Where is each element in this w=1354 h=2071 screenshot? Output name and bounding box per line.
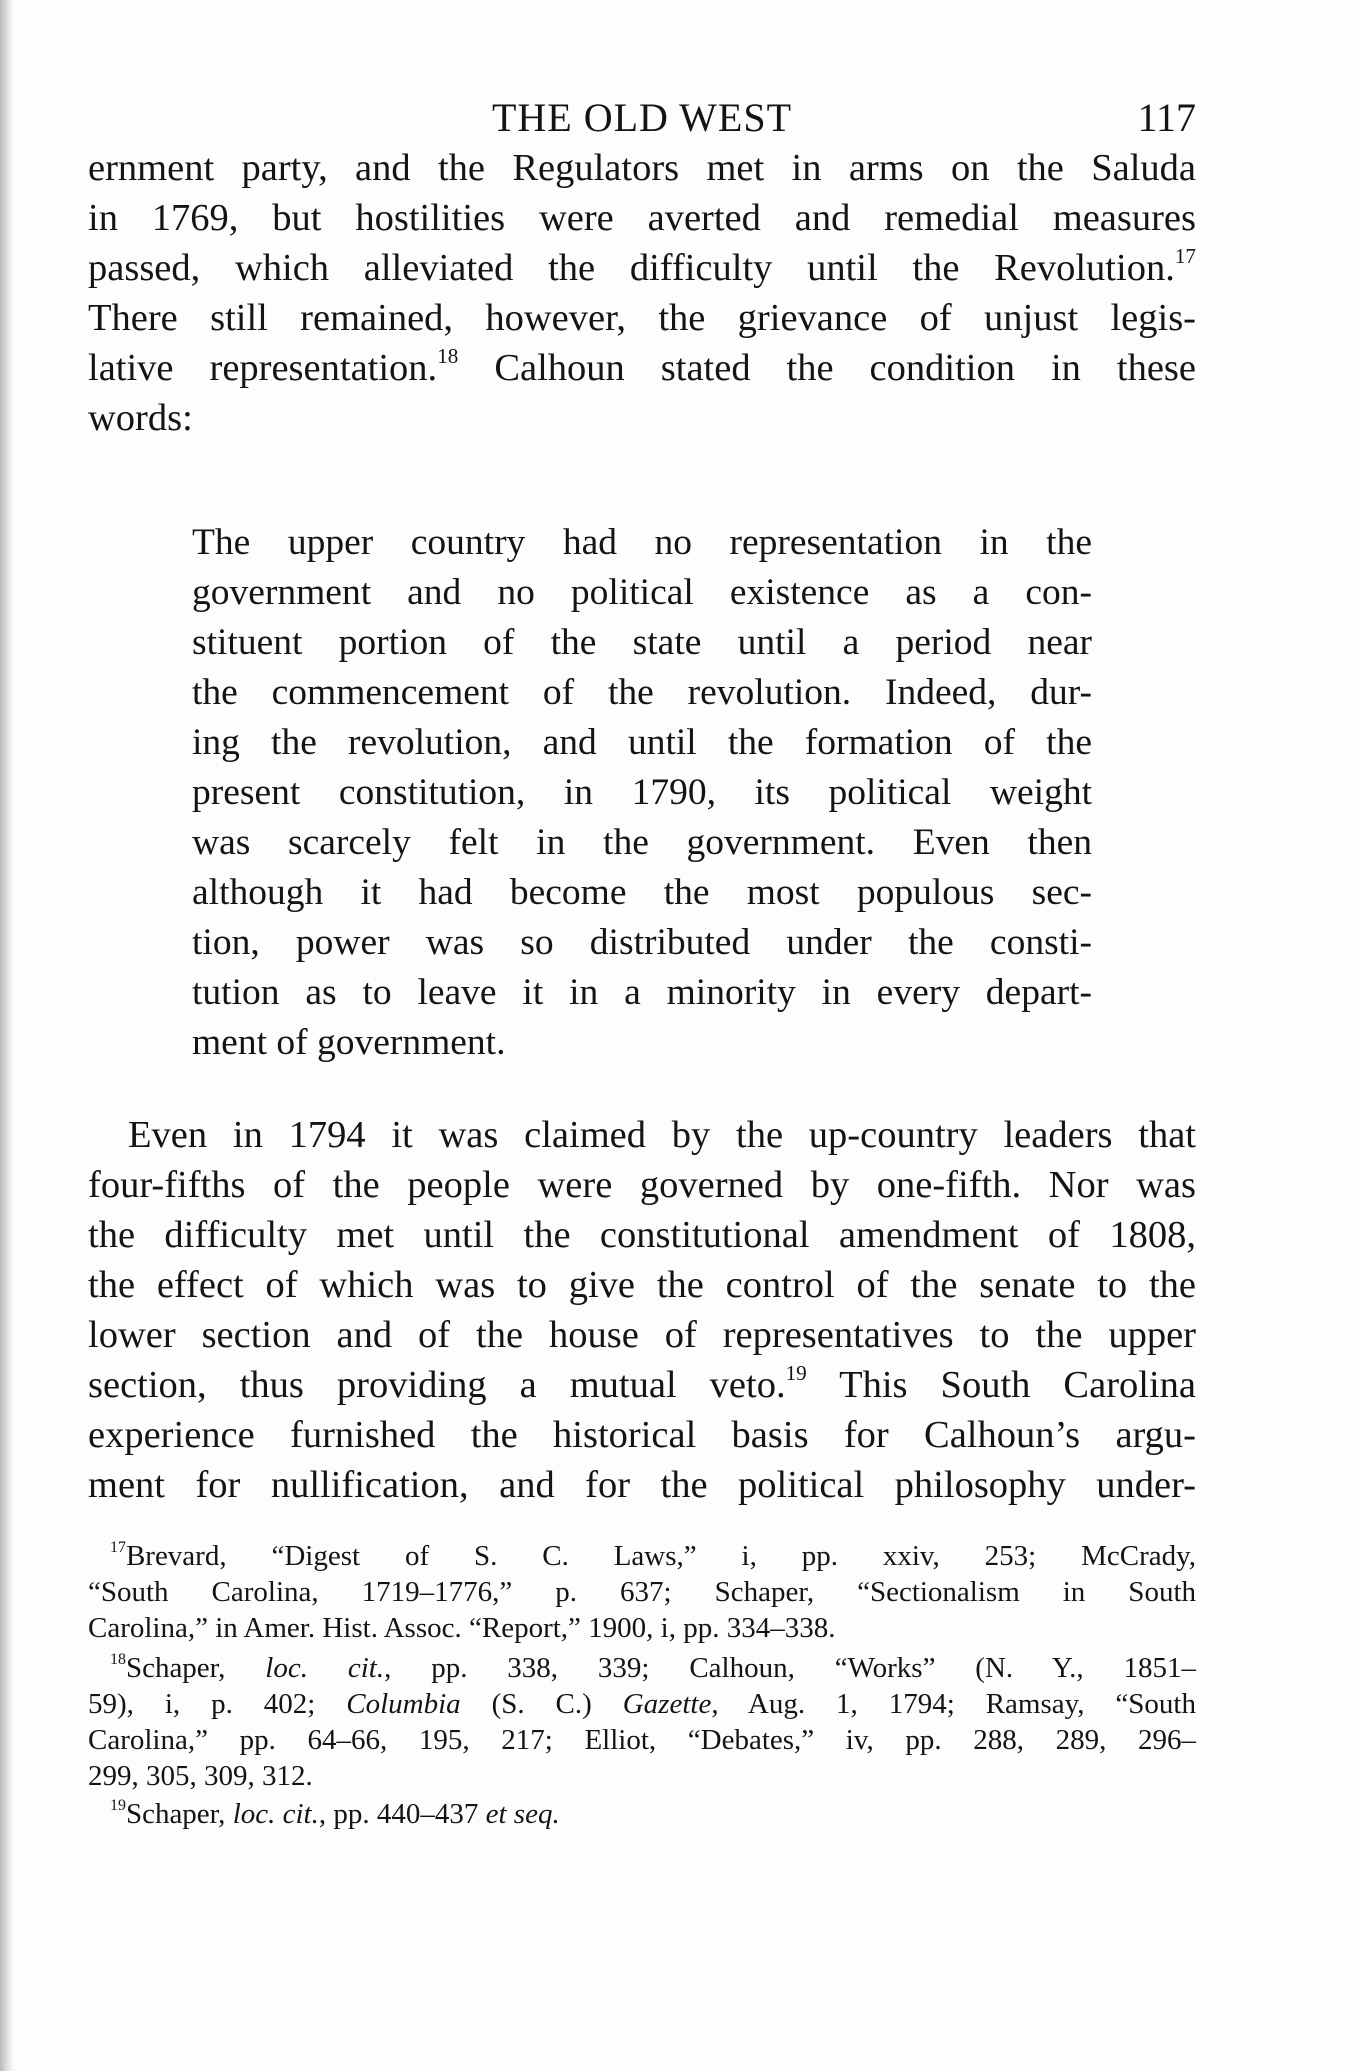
text-span: lative representation. <box>88 347 438 389</box>
text-line: the difficulty met until the constitutional amendment of 1808, <box>88 1214 1196 1256</box>
quote-line: government and no political existence as a con- <box>192 572 1092 613</box>
text-line <box>88 243 1196 293</box>
footnote-line: “South Carolina, 1719–1776,” p. 637; Schaper, “Sectionalism in South <box>88 1576 1196 1608</box>
text-span: Schaper, <box>125 1798 233 1830</box>
quote-line: The upper country had no representation in the <box>192 522 1092 563</box>
quote-line: tion, power was so distributed under the consti- <box>192 922 1092 963</box>
running-title: THE OLD WEST <box>491 95 793 140</box>
footnote-marker: 18 <box>110 1650 126 1668</box>
text-line: the effect of which was to give the control of the senate to the <box>88 1264 1196 1306</box>
text-span: , Aug. 1, 1794; Ramsay, “South <box>711 1688 1196 1720</box>
text-line: ment for nullification, and for the political philosophy under- <box>88 1464 1196 1506</box>
text-line: experience furnished the historical basis for Calhoun’s argu- <box>88 1414 1196 1456</box>
quote-line: stituent portion of the state until a period near <box>192 622 1092 663</box>
text-span: (S. C.) <box>460 1688 623 1720</box>
italic-span: loc. cit. <box>232 1798 319 1830</box>
quote-line: the commencement of the revolution. Indeed, dur- <box>192 672 1092 713</box>
footnote-line <box>110 1796 1196 1832</box>
text-span: 59), i, p. 402; <box>88 1688 347 1720</box>
text-line: There still remained, however, the grievance of unjust legis- <box>88 297 1196 339</box>
text-span: , pp. 338, 339; Calhoun, “Works” (N. Y., 1851– <box>384 1652 1196 1684</box>
text-span: section, thus providing a mutual veto. <box>88 1364 786 1406</box>
text-line: Even in 1794 it was claimed by the up-country leaders that <box>128 1114 1196 1156</box>
footnote-line <box>110 1538 1196 1574</box>
text-line: ernment party, and the Regulators met in arms on the Saluda <box>88 147 1196 189</box>
footnote-ref-17[interactable]: 17 <box>1174 244 1196 268</box>
quote-line: tution as to leave it in a minority in every depart- <box>192 972 1092 1013</box>
text-span: This South Carolina <box>839 1364 1196 1406</box>
binding-shadow <box>0 0 14 2071</box>
footnote-line <box>110 1650 1196 1686</box>
quote-line: ing the revolution, and until the formation of the <box>192 722 1092 763</box>
text-span: , pp. 440–437 <box>318 1798 486 1830</box>
text-line <box>88 1360 1196 1410</box>
quote-line: was scarcely felt in the government. Even then <box>192 822 1092 863</box>
footnote-line: Carolina,” in Amer. Hist. Assoc. “Report,” 1900, i, pp. 334–338. <box>88 1612 836 1644</box>
italic-span: Gazette <box>622 1688 712 1720</box>
text-line: lower section and of the house of representatives to the upper <box>88 1314 1196 1356</box>
text-line <box>88 343 1196 393</box>
footnote-line: Carolina,” pp. 64–66, 195, 217; Elliot, “Debates,” iv, pp. 288, 289, 296– <box>88 1724 1196 1756</box>
quote-line: ment of government. <box>192 1022 506 1063</box>
text-span: Schaper, <box>125 1652 266 1684</box>
footnote-ref-19[interactable]: 19 <box>785 1361 807 1385</box>
footnote-line <box>88 1686 1196 1722</box>
running-head <box>88 88 1196 148</box>
footnote-line: 299, 305, 309, 312. <box>88 1760 313 1792</box>
italic-span: et seq. <box>485 1798 560 1830</box>
footnote-marker: 19 <box>110 1796 126 1814</box>
footnote-ref-18[interactable]: 18 <box>437 344 459 368</box>
italic-span: Columbia <box>346 1688 461 1720</box>
text-span: Calhoun stated the condition in these <box>494 347 1196 389</box>
text-line: four-fifths of the people were governed by one-fifth. Nor was <box>88 1164 1196 1206</box>
footnote-marker: 17 <box>110 1538 126 1556</box>
quote-line: present constitution, in 1790, its political weight <box>192 772 1092 813</box>
text-span: passed, which alleviated the difficulty until the Revolution. <box>88 247 1175 289</box>
text-line: words: <box>88 397 193 439</box>
italic-span: loc. cit. <box>265 1652 385 1684</box>
text-line: in 1769, but hostilities were averted and remedial measures <box>88 197 1196 239</box>
page-number: 117 <box>1137 95 1196 140</box>
quote-line: although it had become the most populous sec- <box>192 872 1092 913</box>
text-span: Brevard, “Digest of S. C. Laws,” i, pp. xxiv, 253; McCrady, <box>125 1540 1196 1572</box>
